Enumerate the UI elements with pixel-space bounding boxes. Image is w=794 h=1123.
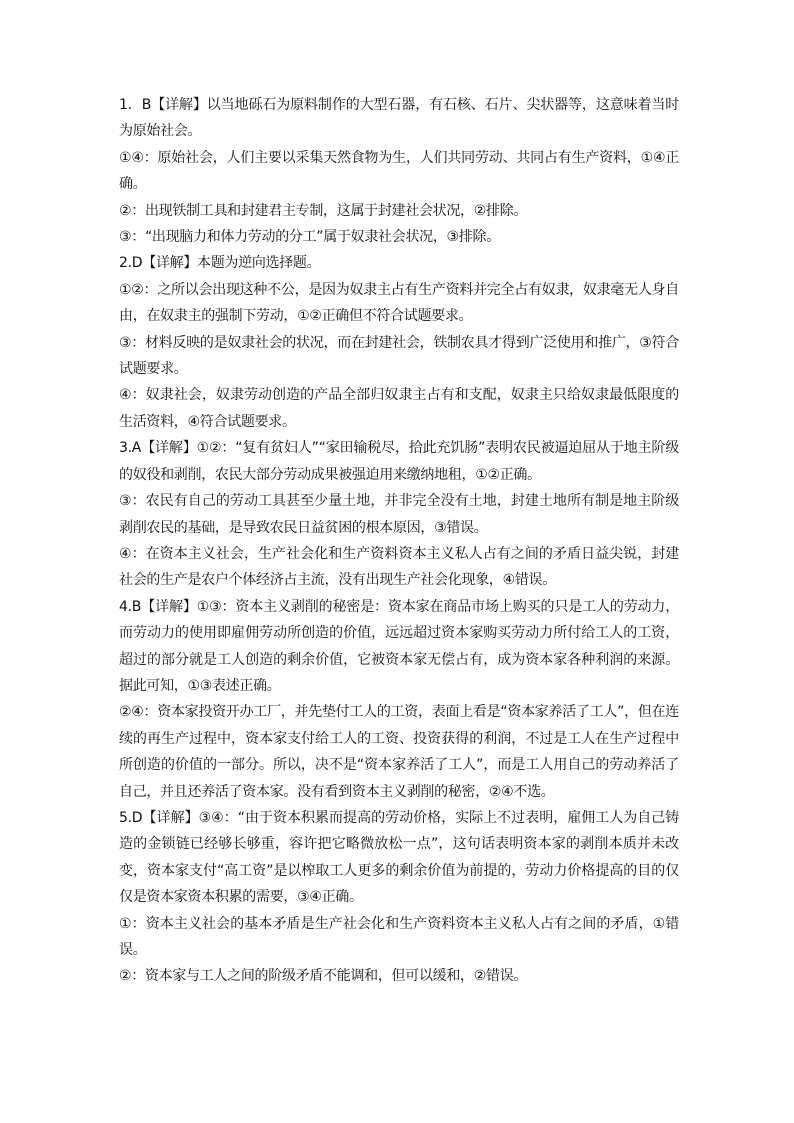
- q3-option-4: ④：在资本主义社会，生产社会化和生产资料资本主义私人占有之间的矛盾日益尖锐，封建社会的生产是农户个体经济占主流，没有出现生产社会化现象，④错误。: [119, 545, 679, 589]
- q5-answer: 5.D【详解】③④：“由于资本积累而提高的劳动价格，实际上不过表明，雇佣工人为自己铸造的金锁链已经够长够重，容许把它略微放松一点”，这句话表明资本家的剥削本质并未改变，资本家支付“高工资”是以榨取工人更多的剩余价值为前提的，劳动力价格提高的目的仅仅是资本家资本积累的需要，③④正确。: [119, 809, 679, 906]
- q5-option-1: ①：资本主义社会的基本矛盾是生产社会化和生产资料资本主义私人占有之间的矛盾，①错误。: [119, 915, 679, 958]
- q1-option-14: ①④：原始社会，人们主要以采集天然食物为生，人们共同劳动、共同占有生产资料，①④正确。: [119, 149, 679, 193]
- q2-option-4: ④：奴隶社会，奴隶劳动创造的产品全部归奴隶主占有和支配，奴隶主只给奴隶最低限度的生活资料，④符合试题要求。: [119, 387, 679, 430]
- q5-option-2: ②：资本家与工人之间的阶级矛盾不能调和，但可以缓和，②错误。: [119, 968, 528, 985]
- q4-option-24: ②④：资本家投资开办工厂，并先垫付工人的工资，表面上看是“资本家养活了工人”，但在连续的再生产过程中，资本家支付给工人的工资、投资获得的利润，不过是工人在生产过程中所创造的价值的一部分。所以，决不是“资本家养活了工人”，而是工人用自己的劳动养活了自己，并且还养活了资本家。没有看到资本主义剥削的秘密，②④不选。: [119, 704, 679, 800]
- q2-option-3: ③：材料反映的是奴隶社会的状况，而在封建社会，铁制农具才得到广泛使用和推广，③符合试题要求。: [119, 334, 679, 378]
- q4-answer: 4.B【详解】①③：资本主义剥削的秘密是：资本家在商品市场上购买的只是工人的劳动力，而劳动力的使用即雇佣劳动所创造的价值，远远超过资本家购买劳动力所付给工人的工资，超过的部分就是工人创造的剩余价值，它被资本家无偿占有，成为资本家各种利润的来源。据此可知，①③表述正确。: [119, 598, 679, 694]
- q1-option-2: ②：出现铁制工具和封建君主专制，这属于封建社会状况，②排除。: [119, 202, 528, 219]
- q1-answer: 1．B【详解】以当地砾石为原料制作的大型石器，有石核、石片、尖状器等，这意味着当时为原始社会。: [119, 97, 679, 140]
- q2-answer: 2.D【详解】本题为逆向选择题。: [119, 255, 321, 272]
- q2-option-12: ①②：之所以会出现这种不公，是因为奴隶主占有生产资料并完全占有奴隶，奴隶毫无人身自由，在奴隶主的强制下劳动，①②正确但不符合试题要求。: [119, 281, 679, 325]
- q1-option-3: ③：“出现脑力和体力劳动的分工”属于奴隶社会状况，③排除。: [119, 229, 500, 246]
- q3-answer: 3.A【详解】①②：“复有贫妇人”“家田输税尽，拾此充饥肠”表明农民被逼迫屈从于地主阶级的奴役和剥削，农民大部分劳动成果被强迫用来缴纳地租，①②正确。: [119, 440, 679, 483]
- answer-explanations: [119, 92, 679, 990]
- q3-option-3: ③：农民有自己的劳动工具甚至少量土地，并非完全没有土地，封建土地所有制是地主阶级剥削农民的基础，是导致农民日益贫困的根本原因，③错误。: [119, 493, 679, 536]
